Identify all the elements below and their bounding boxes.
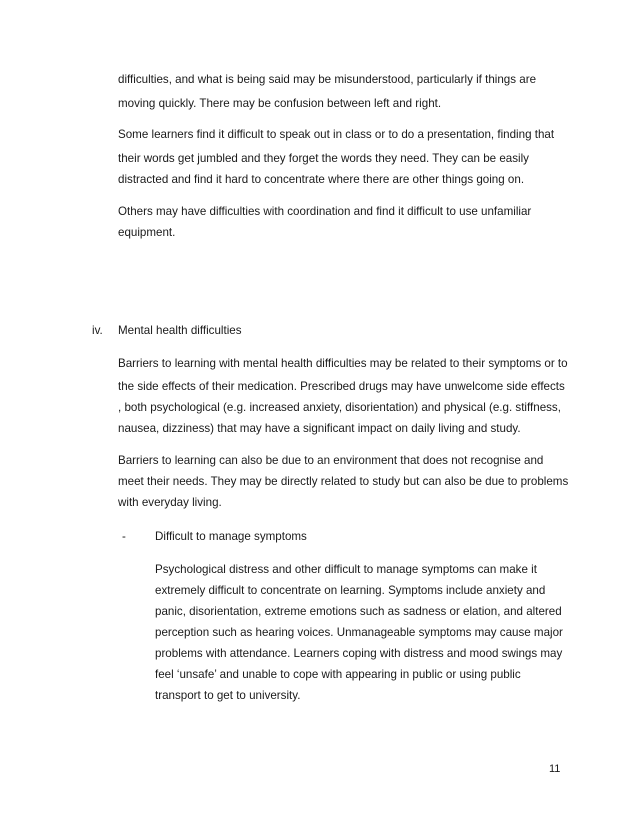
paragraph-line: Psychological distress and other difficult to manage symptoms can make it [155,563,537,576]
paragraph-line: problems with attendance. Learners coping with distress and mood swings may [155,647,563,660]
section-title: Mental health difficulties [118,324,242,337]
paragraph-line: Barriers to learning can also be due to an environment that does not recognise and [118,454,544,467]
paragraph-line: Others may have difficulties with coordination and find it difficult to use unfamiliar [118,205,532,218]
paragraph-line: the side effects of their medication. Prescribed drugs may have unwelcome side effects [118,380,565,393]
paragraph-line: transport to get to university. [155,689,301,702]
paragraph-line: meet their needs. They may be directly related to study but can also be due to problems [118,475,569,488]
paragraph-line: equipment. [118,226,176,239]
paragraph-line: with everyday living. [118,496,222,509]
paragraph-line: perception such as hearing voices. Unmanageable symptoms may cause major [155,626,563,639]
paragraph-line: , both psychological (e.g. increased anxiety, disorientation) and physical (e.g. stiffness, [118,401,561,414]
paragraph-line: moving quickly. There may be confusion between left and right. [118,97,442,110]
paragraph-line: panic, disorientation, extreme emotions such as sadness or elation, and altered [155,605,562,618]
page-number: 11 [549,763,561,775]
paragraph-line: Barriers to learning with mental health difficulties may be related to their symptoms or to [118,357,568,370]
list-marker: - [122,530,126,543]
paragraph-line: Some learners find it difficult to speak out in class or to do a presentation, finding that [118,128,555,141]
paragraph-line: feel ‘unsafe’ and unable to cope with appearing in public or using public [155,668,521,681]
paragraph-line: difficulties, and what is being said may be misunderstood, particularly if things are [118,73,537,86]
list-marker: iv. [92,324,103,337]
paragraph-line: distracted and find it hard to concentrate where there are other things going on. [118,173,525,186]
paragraph-line: their words get jumbled and they forget the words they need. They can be easily [118,152,529,165]
paragraph-line: extremely difficult to concentrate on learning. Symptoms include anxiety and [155,584,546,597]
paragraph-line: nausea, dizziness) that may have a significant impact on daily living and study. [118,422,521,435]
subsection-title: Difficult to manage symptoms [155,530,307,543]
